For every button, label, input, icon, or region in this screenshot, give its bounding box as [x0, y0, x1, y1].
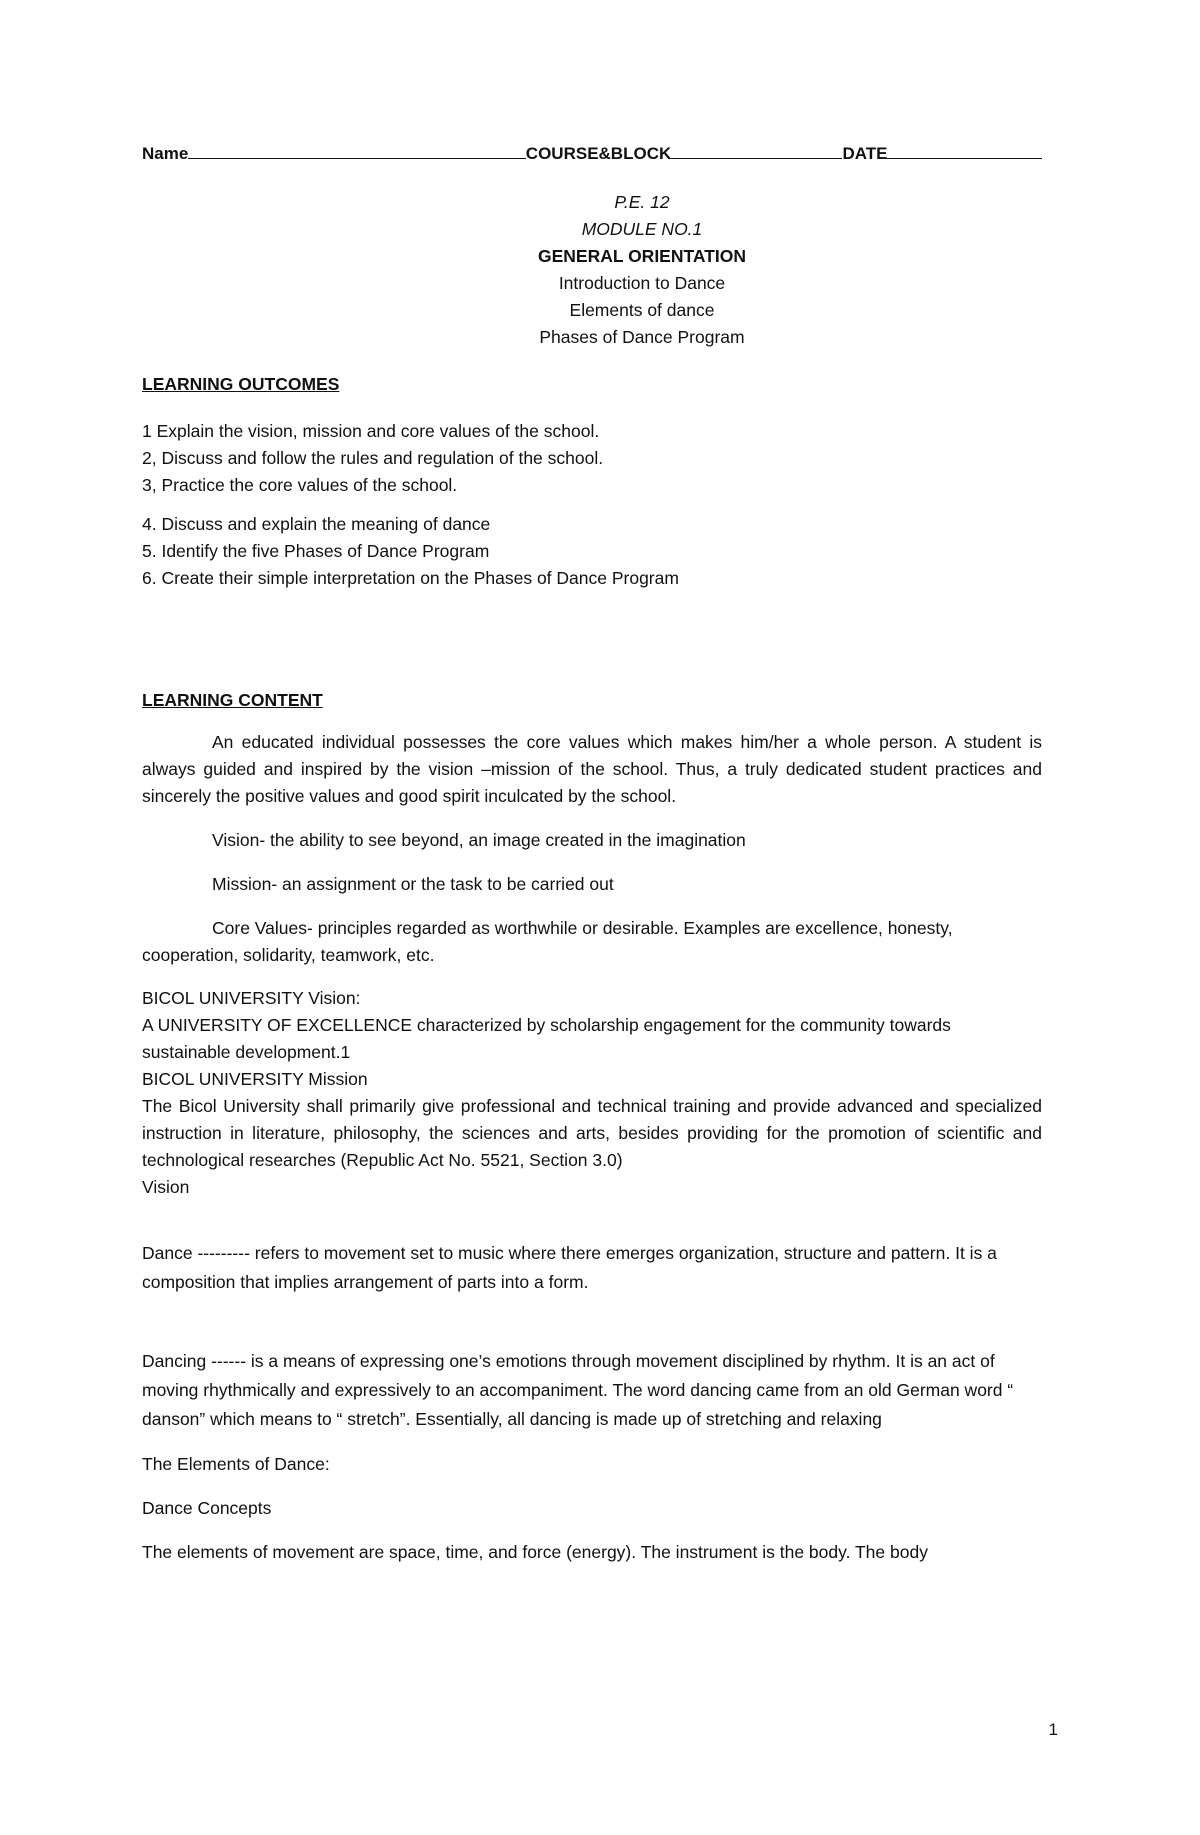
learning-outcomes-heading: LEARNING OUTCOMES: [142, 374, 340, 394]
dance-concepts-heading: Dance Concepts: [142, 1498, 272, 1518]
bu-mission-tail: Vision: [142, 1177, 190, 1197]
outcome-item: 1 Explain the vision, mission and core values of the school.: [142, 421, 600, 441]
outcome-item: 2, Discuss and follow the rules and regulation of the school.: [142, 448, 604, 468]
outcome-item: 4. Discuss and explain the meaning of dance: [142, 514, 491, 534]
elements-paragraph: The elements of movement are space, time, and force (energy). The instrument is the body. The body: [142, 1542, 928, 1562]
topic-1: Introduction to Dance: [558, 273, 726, 293]
module-title: GENERAL ORIENTATION: [537, 246, 747, 266]
module-number: MODULE NO.1: [581, 219, 703, 239]
course-block-blank: [671, 140, 842, 159]
module-title-block: [242, 189, 1042, 351]
vision-definition: Vision- the ability to see beyond, an image created in the imagination: [212, 830, 746, 850]
student-info-line: [142, 140, 1042, 164]
bu-mission-heading: BICOL UNIVERSITY Mission: [142, 1069, 368, 1089]
course-code: P.E. 12: [614, 192, 670, 212]
outcomes-list-2: [142, 511, 1042, 592]
dance-definition: Dance --------- refers to movement set to music where there emerges organization, structure and pattern. It is a composition that implies arrangement of parts into a form.: [142, 1243, 997, 1292]
outcome-item: 3, Practice the core values of the school.: [142, 475, 458, 495]
bu-vision-heading: BICOL UNIVERSITY Vision:: [142, 988, 361, 1008]
course-block-label: COURSE&BLOCK: [525, 144, 672, 163]
bu-mission-text: The Bicol University shall primarily give professional and technical training and provide advanced and specialized instruction in literature, philosophy, the sciences and arts, besides providing for the promotion of scientific and technological researches (Republic Act No. 5521, Section 3.0): [142, 1096, 1042, 1170]
learning-content-heading: LEARNING CONTENT: [142, 690, 323, 710]
name-label: Name: [142, 144, 189, 163]
elements-heading: The Elements of Dance:: [142, 1454, 330, 1474]
bu-vision-text: A UNIVERSITY OF EXCELLENCE characterized by scholarship engagement for the community towards sustainable development.1: [142, 1015, 951, 1062]
outcomes-list-1: [142, 418, 1042, 499]
outcome-item: 5. Identify the five Phases of Dance Program: [142, 541, 490, 561]
outcome-item: 6. Create their simple interpretation on the Phases of Dance Program: [142, 568, 679, 588]
date-label: DATE: [842, 144, 888, 163]
name-blank: [188, 140, 525, 159]
topic-3: Phases of Dance Program: [539, 327, 745, 347]
page-number: 1: [1048, 1720, 1058, 1739]
page-content: [142, 140, 1042, 1566]
core-values-definition: Core Values- principles regarded as worthwhile or desirable. Examples are excellence, honesty, cooperation, solidarity, teamwork, etc.: [142, 918, 953, 965]
mission-definition: Mission- an assignment or the task to be carried out: [212, 874, 614, 894]
dancing-definition: Dancing ------ is a means of expressing one’s emotions through movement disciplined by rhythm. It is an act of moving rhythmically and expressively to an accompaniment. The word dancing came from an old German word “ danson” which means to “ stretch”. Essentially, all dancing is made up of stretching and relaxing: [142, 1351, 1014, 1429]
topic-2: Elements of dance: [569, 300, 715, 320]
intro-paragraph: An educated individual possesses the core values which makes him/her a whole person. A student is always guided and inspired by the vision –mission of the school. Thus, a truly dedicated student practices and sincerely the positive values and good spirit inculcated by the school.: [142, 732, 1042, 806]
date-blank: [887, 140, 1042, 159]
